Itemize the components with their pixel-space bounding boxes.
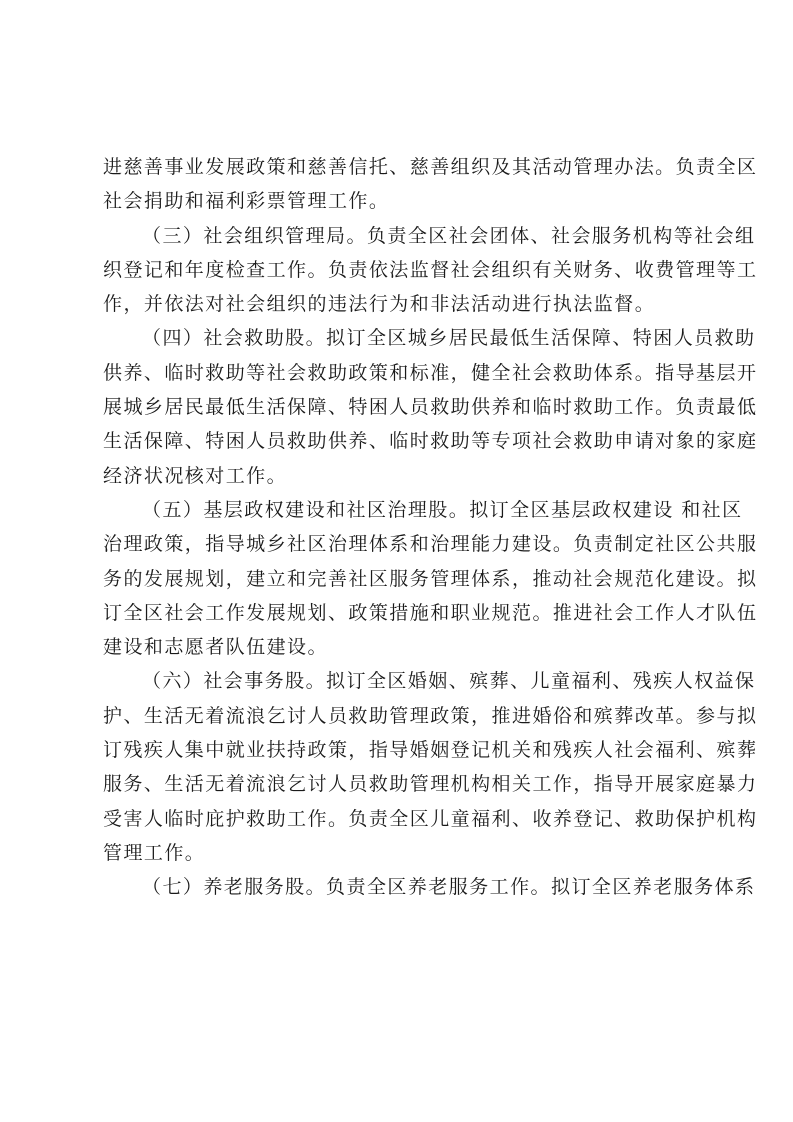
text-line: 社会捐助和福利彩票管理工作。	[103, 190, 390, 213]
section-heading-line: （五）基层政权建设和社区治理股。拟订全区基层政权建设 和社区	[142, 498, 743, 521]
section-heading-line: （三）社会组织管理局。负责全区社会团体、社会服务机构等社会组	[142, 224, 756, 247]
text-line: 经济状况核对工作。	[103, 464, 288, 487]
text-line: 生活保障、特困人员救助供养、临时救助等专项社会救助申请对象的家庭	[103, 430, 758, 453]
text-line: 管理工作。	[103, 841, 206, 864]
text-line: 建设和志愿者队伍建设。	[103, 636, 328, 659]
text-line: 订残疾人集中就业扶持政策，指导婚姻登记机关和残疾人社会福利、殡葬	[103, 739, 758, 762]
text-line: 治理政策，指导城乡社区治理体系和治理能力建设。负责制定社区公共服	[103, 533, 758, 556]
text-line: 织登记和年度检查工作。负责依法监督社会组织有关财务、收费管理等工	[103, 258, 758, 281]
section-heading-line: （七）养老服务股。负责全区养老服务工作。拟订全区养老服务体系	[142, 876, 756, 899]
text-line: 护、生活无着流浪乞讨人员救助管理政策，推进婚俗和殡葬改革。参与拟	[103, 704, 758, 727]
text-line: 订全区社会工作发展规划、政策措施和职业规范。推进社会工作人才队伍	[103, 601, 758, 624]
text-line: 展城乡居民最低生活保障、特困人员救助供养和临时救助工作。负责最低	[103, 396, 758, 419]
text-line: 务的发展规划，建立和完善社区服务管理体系，推动社会规范化建设。拟	[103, 567, 758, 590]
text-line: 供养、临时救助等社会救助政策和标准，健全社会救助体系。指导基层开	[103, 361, 758, 384]
text-line: 服务、生活无着流浪乞讨人员救助管理机构相关工作，指导开展家庭暴力	[103, 773, 758, 796]
text-line: 作，并依法对社会组织的违法行为和非法活动进行执法监督。	[103, 293, 656, 316]
document-body	[103, 150, 758, 905]
text-line: 受害人临时庇护救助工作。负责全区儿童福利、收养登记、救助保护机构	[103, 807, 758, 830]
section-heading-line: （四）社会救助股。拟订全区城乡居民最低生活保障、特困人员救助	[142, 327, 756, 350]
section-heading-line: （六）社会事务股。拟订全区婚姻、殡葬、儿童福利、残疾人权益保	[142, 670, 756, 693]
text-line: 进慈善事业发展政策和慈善信托、慈善组织及其活动管理办法。负责全区	[103, 156, 758, 178]
